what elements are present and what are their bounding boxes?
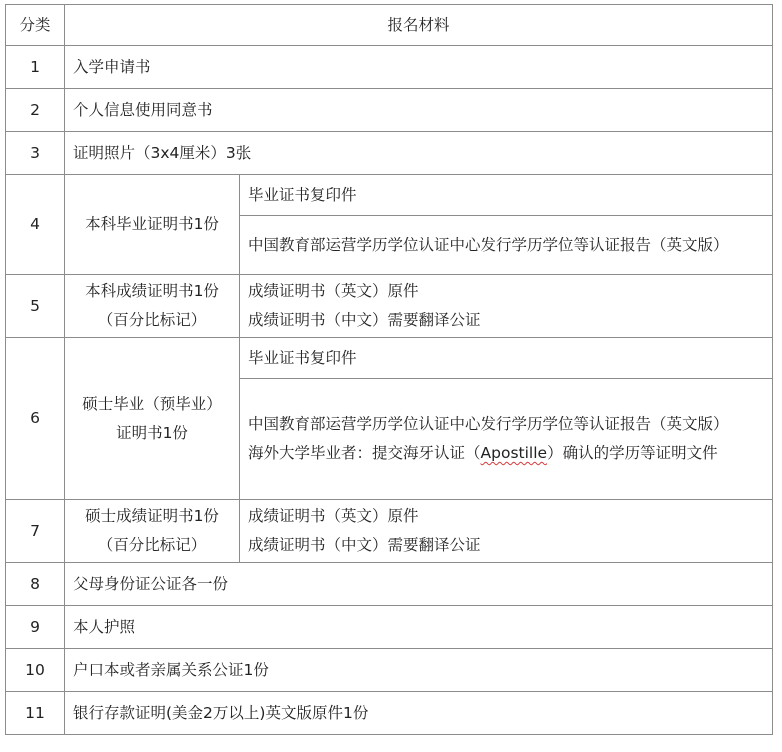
material-details	[240, 275, 773, 338]
certificate-item-line: 硕士成绩证明书1份	[85, 507, 219, 525]
table-row	[6, 132, 773, 175]
certificate-item-line: 硕士毕业（预毕业）	[82, 394, 222, 413]
certificate-item-note: （百分比标记）	[97, 536, 207, 554]
table-row	[6, 275, 773, 338]
material-detail: 成绩证明书（中文）需要翻译公证	[248, 536, 481, 554]
table-row	[6, 89, 773, 132]
row-number: 11	[6, 692, 65, 735]
row-number: 9	[6, 606, 65, 649]
table-header-row	[6, 5, 773, 46]
material-detail: 毕业证书复印件	[240, 338, 773, 379]
material-detail: 成绩证明书（英文）原件	[248, 282, 419, 300]
certificate-item: 本科毕业证明书1份	[65, 175, 240, 275]
material-text: 银行存款证明(美金2万以上)英文版原件1份	[65, 692, 773, 735]
category-header: 分类	[6, 5, 65, 46]
material-detail: 毕业证书复印件	[240, 175, 773, 216]
table-row	[6, 563, 773, 606]
material-text: 个人信息使用同意书	[65, 89, 773, 132]
row-number: 5	[6, 275, 65, 338]
table-row	[6, 606, 773, 649]
material-text: 本人护照	[65, 606, 773, 649]
certificate-item	[65, 500, 240, 563]
material-details	[240, 500, 773, 563]
certificate-item-line: 证明书1份	[116, 423, 188, 442]
material-text: 户口本或者亲属关系公证1份	[65, 649, 773, 692]
row-number: 8	[6, 563, 65, 606]
material-text: 父母身份证公证各一份	[65, 563, 773, 606]
overseas-requirement	[248, 439, 764, 468]
certificate-item	[65, 275, 240, 338]
table-row	[6, 46, 773, 89]
materials-header: 报名材料	[65, 5, 773, 46]
material-details	[240, 379, 773, 500]
material-text: 证明照片（3x4厘米）3张	[65, 132, 773, 175]
overseas-suffix: ）确认的学历等证明文件	[547, 444, 718, 462]
overseas-prefix: 海外大学毕业者：提交海牙认证（	[248, 444, 481, 462]
material-detail: 成绩证明书（英文）原件	[248, 507, 419, 525]
application-materials-table	[5, 4, 773, 735]
table-row	[6, 692, 773, 735]
material-detail: 中国教育部运营学历学位认证中心发行学历学位等认证报告（英文版）	[240, 216, 773, 275]
row-number: 7	[6, 500, 65, 563]
table-row	[6, 649, 773, 692]
certificate-item-line: 本科成绩证明书1份	[85, 282, 219, 300]
row-number: 1	[6, 46, 65, 89]
table-row	[6, 338, 773, 379]
certificate-item	[65, 338, 240, 500]
material-detail: 成绩证明书（中文）需要翻译公证	[248, 311, 481, 329]
row-number: 2	[6, 89, 65, 132]
row-number: 6	[6, 338, 65, 500]
material-text: 入学申请书	[65, 46, 773, 89]
row-number: 4	[6, 175, 65, 275]
table-row	[6, 175, 773, 216]
table-row	[6, 500, 773, 563]
row-number: 3	[6, 132, 65, 175]
certificate-item-note: （百分比标记）	[97, 311, 207, 329]
row-number: 10	[6, 649, 65, 692]
apostille-term: Apostille	[480, 444, 548, 462]
material-detail: 中国教育部运营学历学位认证中心发行学历学位等认证报告（英文版）	[248, 415, 729, 433]
